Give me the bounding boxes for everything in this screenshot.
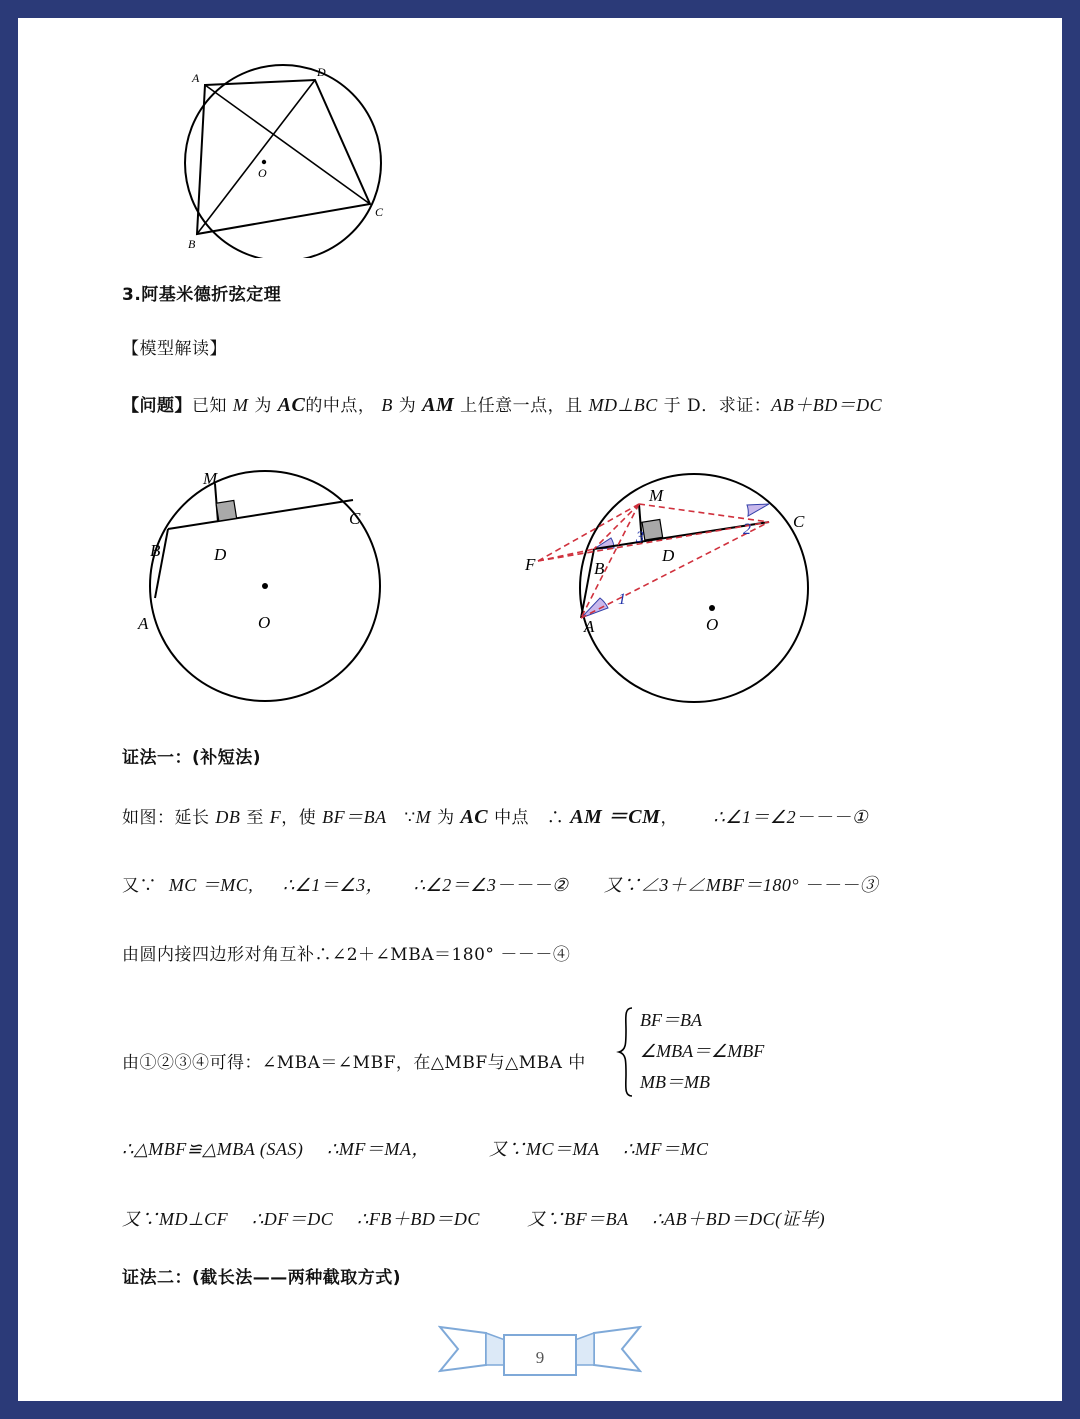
page-number: 9 — [535, 1348, 545, 1367]
center-point — [262, 160, 266, 164]
math: 又∵BF＝BA — [527, 1209, 629, 1229]
math: ∴FB＋BD＝DC — [356, 1209, 480, 1229]
system-eq-2: ∠MBA＝∠MBF — [640, 1041, 765, 1061]
math: DB — [215, 807, 241, 827]
system-eq-3: MB＝MB — [640, 1072, 710, 1092]
label-B: B — [188, 237, 196, 251]
problem-text: 于 D．求证： — [663, 396, 772, 416]
label-C: C — [793, 512, 805, 531]
text: 如图：延长 — [122, 808, 210, 828]
proof1-line3: 由圆内接四边形对角互补∴∠2＋∠MBA＝180° －－－④ — [122, 945, 571, 965]
math: ∴∠1＝∠3， — [282, 875, 385, 895]
label-B: B — [594, 559, 605, 578]
angle-label-2: 2 — [743, 521, 751, 538]
text: 至 — [246, 808, 264, 828]
arc-ac: AC — [460, 806, 489, 828]
label-C: C — [375, 205, 384, 219]
math: ∴∠1＝∠2－－－① — [713, 807, 869, 827]
right-angle-mark — [216, 500, 237, 521]
proof2-title: 证法二：(截长法——两种截取方式) — [122, 1268, 402, 1288]
label-A: A — [192, 71, 200, 85]
right-angle-mark — [642, 519, 663, 540]
circle — [580, 474, 808, 702]
label-M: M — [649, 486, 664, 505]
angle-2-mark — [747, 504, 769, 516]
quadrilateral — [197, 80, 370, 234]
center-point — [262, 583, 268, 589]
section-title: 3.阿基米德折弦定理 — [122, 285, 282, 305]
figure-cyclic-quadrilateral — [158, 38, 398, 258]
diagonal-AC — [205, 85, 370, 204]
figure-left — [128, 458, 408, 718]
math: 又∵MD⊥CF — [122, 1209, 229, 1229]
math: ∴MF＝MC — [623, 1139, 709, 1159]
math: ∴∠2＝∠3－－－② — [413, 875, 569, 895]
problem-condition: MD⊥BC — [588, 395, 658, 415]
problem-text: 为 — [254, 396, 272, 416]
label-D: D — [317, 65, 326, 79]
math: ∴MF＝MA， — [326, 1139, 430, 1159]
arc-am: AM — [422, 394, 455, 416]
problem-label: 【问题】 — [122, 396, 192, 416]
chord-AB — [155, 529, 168, 598]
diagonal-BD — [197, 80, 315, 234]
math: M — [415, 807, 432, 827]
text: 中点 — [494, 808, 530, 828]
problem-text: 上任意一点，且 — [460, 396, 583, 416]
math: F — [269, 807, 282, 827]
label-O: O — [258, 613, 271, 632]
text: ∵ — [404, 808, 416, 828]
proof1-line5 — [122, 1135, 709, 1161]
label-A: A — [138, 614, 149, 633]
label-B: B — [150, 541, 161, 560]
text: ∴ — [546, 808, 565, 828]
proof1-line6 — [122, 1205, 825, 1231]
math: ∴AB＋BD＝DC(证毕) — [652, 1209, 826, 1229]
label-M: M — [203, 469, 218, 488]
arc-mc-equality: MC ＝MC, — [168, 875, 254, 895]
math: 又∵MC＝MA — [488, 1139, 600, 1159]
model-header: 【模型解读】 — [122, 339, 227, 359]
system-eq-1: BF＝BA — [640, 1010, 702, 1030]
angle-label-1: 1 — [618, 591, 626, 608]
page — [18, 18, 1062, 1401]
label-A: A — [584, 617, 595, 636]
label-D: D — [214, 545, 227, 564]
math: ∴DF＝DC — [251, 1209, 334, 1229]
problem-var-m: M — [232, 395, 249, 415]
proof1-line4: 由①②③④可得：∠MBA＝∠MBF，在△MBF与△MBA 中 — [122, 1053, 586, 1073]
text: ， — [660, 808, 678, 828]
arc-ac: AC — [277, 394, 306, 416]
problem-goal: AB＋BD＝DC — [771, 395, 883, 415]
label-O: O — [706, 615, 719, 634]
center-point — [709, 605, 715, 611]
proof1-title: 证法一：(补短法) — [122, 748, 262, 768]
math: ∴△MBF≌△MBA (SAS) — [122, 1139, 304, 1159]
problem-text: 的中点， — [305, 396, 376, 416]
text: ，使 — [281, 808, 317, 828]
label-O: O — [258, 166, 267, 180]
problem-var-b: B — [381, 395, 393, 415]
label-D: D — [662, 546, 675, 565]
label-C: C — [349, 509, 361, 528]
label-F: F — [525, 555, 536, 574]
arc-equality: AM ＝CM — [570, 806, 661, 828]
text: 又∵ — [122, 876, 157, 896]
angle-label-3: 3 — [636, 529, 644, 546]
problem-text: 已知 — [192, 396, 227, 416]
proof1-line1 — [122, 800, 868, 829]
math: BF＝BA — [322, 807, 387, 827]
problem-text: 为 — [398, 396, 417, 416]
figure-right — [498, 458, 838, 718]
chord-BC — [168, 500, 353, 529]
page-number-ribbon — [438, 1321, 642, 1381]
proof1-line2 — [122, 871, 878, 897]
text: 为 — [437, 808, 455, 828]
math: 又∵∠3＋∠MBF＝180° －－－③ — [603, 875, 879, 895]
system-brace — [616, 1006, 636, 1098]
problem-statement — [122, 391, 882, 417]
